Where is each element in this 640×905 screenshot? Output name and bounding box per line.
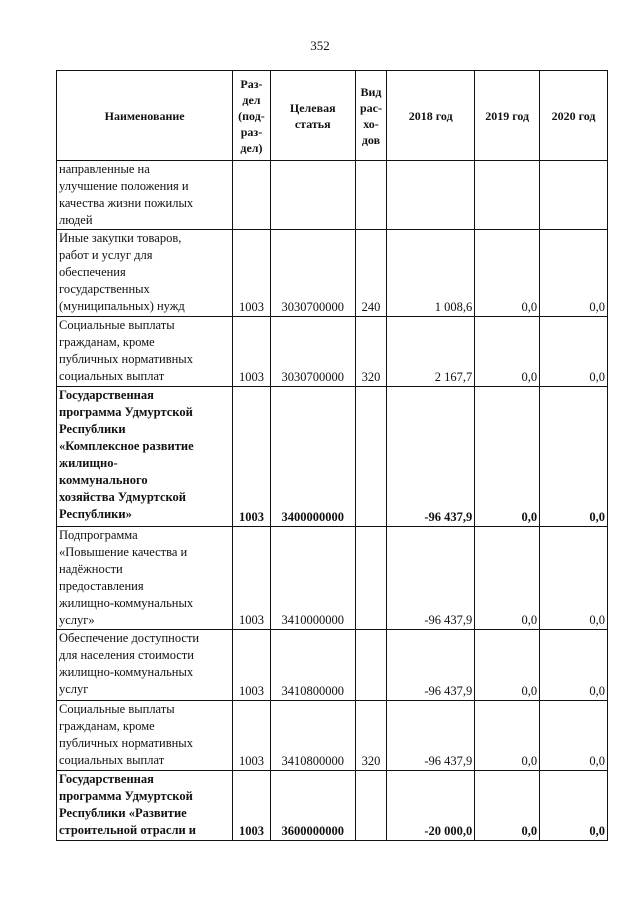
header-2019: 2019 год bbox=[475, 71, 540, 161]
table-header-row bbox=[57, 71, 608, 161]
cell-2020: 0,0 bbox=[540, 387, 608, 527]
cell-name: направленные на улучшение положения и качества жизни пожилых людей bbox=[57, 161, 233, 230]
cell-2019: 0,0 bbox=[475, 230, 540, 317]
cell-target: 3410800000 bbox=[270, 701, 355, 771]
header-section: Раз- дел (под- раз- дел) bbox=[233, 71, 270, 161]
cell-section: 1003 bbox=[233, 527, 270, 630]
cell-2018: -96 437,9 bbox=[387, 527, 475, 630]
budget-table bbox=[56, 70, 608, 841]
cell-target bbox=[270, 161, 355, 230]
cell-expense-type bbox=[355, 387, 386, 527]
cell-2018: -20 000,0 bbox=[387, 771, 475, 841]
cell-target: 3400000000 bbox=[270, 387, 355, 527]
cell-target: 3410800000 bbox=[270, 630, 355, 701]
cell-name: Государственная программа Удмуртской Республики «Комплексное развитие жилищно- коммунального хозяйства Удмуртской Республики» bbox=[57, 387, 233, 527]
table-row bbox=[57, 630, 608, 701]
cell-section: 1003 bbox=[233, 701, 270, 771]
cell-section: 1003 bbox=[233, 230, 270, 317]
cell-expense-type: 320 bbox=[355, 317, 386, 387]
cell-2019: 0,0 bbox=[475, 317, 540, 387]
cell-section: 1003 bbox=[233, 630, 270, 701]
cell-2020: 0,0 bbox=[540, 630, 608, 701]
table-row bbox=[57, 161, 608, 230]
table-row bbox=[57, 387, 608, 527]
cell-2019: 0,0 bbox=[475, 771, 540, 841]
cell-2019: 0,0 bbox=[475, 701, 540, 771]
header-expense-type: Вид рас- хо- дов bbox=[355, 71, 386, 161]
cell-expense-type bbox=[355, 630, 386, 701]
cell-2018: 1 008,6 bbox=[387, 230, 475, 317]
cell-expense-type bbox=[355, 771, 386, 841]
cell-section: 1003 bbox=[233, 317, 270, 387]
cell-2018: -96 437,9 bbox=[387, 387, 475, 527]
cell-2020 bbox=[540, 161, 608, 230]
cell-2020: 0,0 bbox=[540, 527, 608, 630]
table-row bbox=[57, 317, 608, 387]
cell-expense-type: 240 bbox=[355, 230, 386, 317]
cell-2020: 0,0 bbox=[540, 230, 608, 317]
cell-section bbox=[233, 161, 270, 230]
cell-target: 3600000000 bbox=[270, 771, 355, 841]
cell-2020: 0,0 bbox=[540, 701, 608, 771]
cell-expense-type bbox=[355, 161, 386, 230]
header-target: Целевая статья bbox=[270, 71, 355, 161]
cell-target: 3030700000 bbox=[270, 317, 355, 387]
cell-expense-type: 320 bbox=[355, 701, 386, 771]
table-row bbox=[57, 701, 608, 771]
cell-section: 1003 bbox=[233, 387, 270, 527]
cell-expense-type bbox=[355, 527, 386, 630]
header-name: Наименование bbox=[57, 71, 233, 161]
cell-2018: -96 437,9 bbox=[387, 701, 475, 771]
header-2018: 2018 год bbox=[387, 71, 475, 161]
cell-2019: 0,0 bbox=[475, 630, 540, 701]
table-row bbox=[57, 230, 608, 317]
cell-2020: 0,0 bbox=[540, 771, 608, 841]
cell-name: Иные закупки товаров, работ и услуг для обеспечения государственных (муниципальных) нужд bbox=[57, 230, 233, 317]
cell-section: 1003 bbox=[233, 771, 270, 841]
cell-2019 bbox=[475, 161, 540, 230]
table-body bbox=[57, 161, 608, 841]
cell-target: 3410000000 bbox=[270, 527, 355, 630]
header-2020: 2020 год bbox=[540, 71, 608, 161]
cell-2019: 0,0 bbox=[475, 527, 540, 630]
cell-2018: -96 437,9 bbox=[387, 630, 475, 701]
table-row bbox=[57, 527, 608, 630]
cell-name: Социальные выплаты гражданам, кроме публичных нормативных социальных выплат bbox=[57, 317, 233, 387]
cell-target: 3030700000 bbox=[270, 230, 355, 317]
cell-2018 bbox=[387, 161, 475, 230]
cell-name: Социальные выплаты гражданам, кроме публичных нормативных социальных выплат bbox=[57, 701, 233, 771]
page-number: 352 bbox=[310, 38, 330, 53]
table-row bbox=[57, 771, 608, 841]
cell-name: Подпрограмма «Повышение качества и надёжности предоставления жилищно-коммунальных услуг» bbox=[57, 527, 233, 630]
cell-2019: 0,0 bbox=[475, 387, 540, 527]
cell-name: Обеспечение доступности для населения стоимости жилищно-коммунальных услуг bbox=[57, 630, 233, 701]
cell-2020: 0,0 bbox=[540, 317, 608, 387]
cell-2018: 2 167,7 bbox=[387, 317, 475, 387]
cell-name: Государственная программа Удмуртской Республики «Развитие строительной отрасли и bbox=[57, 771, 233, 841]
